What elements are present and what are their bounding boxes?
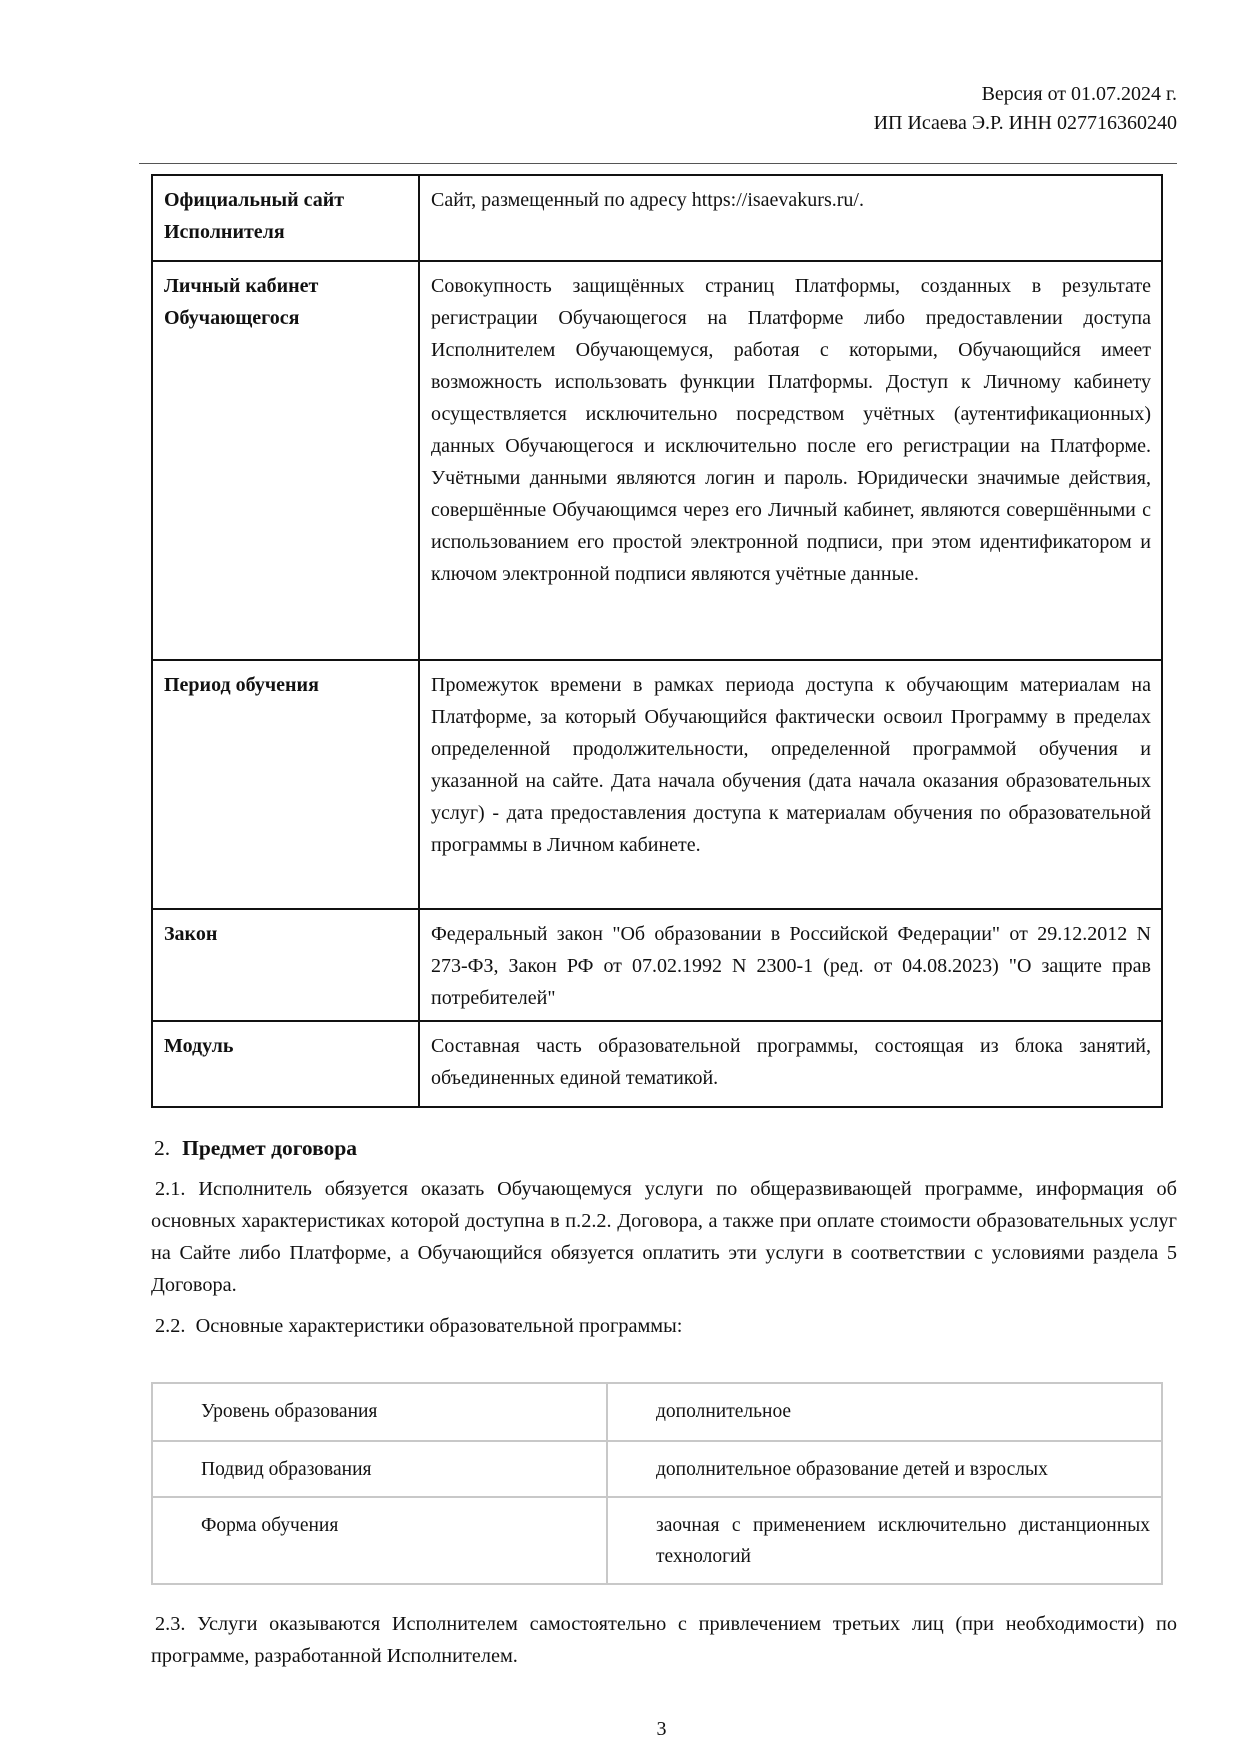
characteristic-value: дополнительное образование детей и взрослых [607,1441,1162,1497]
section-heading [154,1136,357,1161]
characteristic-row [152,1383,1162,1441]
definition-description: Составная часть образовательной программы, состоящая из блока занятий, объединенных единой тематикой. [419,1021,1162,1107]
page-number: 3 [656,1718,667,1740]
clause-number: 2.2. [155,1315,186,1337]
characteristic-key: Подвид образования [152,1441,607,1497]
clause-text: Услуги оказываются Исполнителем самостоятельно с привлечением третьих лиц (при необходимости) по программе, разработанной Исполнителем. [151,1613,1177,1667]
characteristic-row [152,1441,1162,1497]
document-header [874,80,1177,138]
characteristic-value: дополнительное [607,1383,1162,1441]
clause-number: 2.3. [155,1613,186,1635]
definition-row [152,660,1162,909]
clause-2-3 [151,1608,1177,1672]
clause-text: Основные характеристики образовательной программы: [195,1315,683,1337]
characteristic-key: Уровень образования [152,1383,607,1441]
characteristic-key: Форма обучения [152,1497,607,1584]
definition-description: Промежуток времени в рамках периода доступа к обучающим материалам на Платформе, за который Обучающийся фактически освоил Программу в пределах определенной продолжительности, определенной программой обучения и указанной на сайте. Дата начала обучения (дата начала оказания образовательных услуг) - дата предоставления доступа к материалам обучения по образовательной программы в Личном кабинете. [419,660,1162,909]
definition-row [152,909,1162,1021]
characteristic-row [152,1497,1162,1584]
definition-row [152,261,1162,660]
definition-term: Модуль [152,1021,419,1107]
section-number: 2. [154,1136,171,1160]
definition-term: Период обучения [152,660,419,909]
program-characteristics-table [151,1382,1163,1585]
definition-description: Сайт, размещенный по адресу https://isaevakurs.ru/. [419,175,1162,261]
clause-number: 2.1. [155,1178,186,1200]
characteristic-value: заочная с применением исключительно дистанционных технологий [607,1497,1162,1584]
definition-term: Официальный сайт Исполнителя [152,175,419,261]
clause-2-1 [151,1173,1177,1301]
definition-description: Федеральный закон "Об образовании в Российской Федерации" от 29.12.2012 N 273-ФЗ, Закон РФ от 07.02.1992 N 2300-1 (ред. от 04.08.2023) "О защите прав потребителей" [419,909,1162,1021]
definition-description: Совокупность защищённых страниц Платформы, созданных в результате регистрации Обучающегося на Платформе либо предоставлении доступа Исполнителем Обучающемуся, работая с которыми, Обучающийся имеет возможность использовать функции Платформы. Доступ к Личному кабинету осуществляется исключительно посредством учётных (аутентификационных) данных Обучающегося и исключительно после его регистрации на Платформе. Учётными данными являются логин и пароль. Юридически значимые действия, совершённые Обучающимся через его Личный кабинет, являются совершёнными с использованием его простой электронной подписи, при этом идентификатором и ключом электронной подписи являются учётные данные. [419,261,1162,660]
section-title: Предмет договора [182,1136,358,1160]
definition-row [152,175,1162,261]
clause-text: Исполнитель обязуется оказать Обучающемуся услуги по общеразвивающей программе, информация об основных характеристиках которой доступна в п.2.2. Договора, а также при оплате стоимости образовательных услуг на Сайте либо Платформе, а Обучающийся обязуется оплатить эти услуги в соответствии с условиями раздела 5 Договора. [151,1178,1177,1296]
header-divider [139,163,1177,164]
definition-row [152,1021,1162,1107]
definition-term: Личный кабинет Обучающегося [152,261,419,660]
clause-2-2 [151,1310,1177,1342]
definition-term: Закон [152,909,419,1021]
entity-line: ИП Исаева Э.Р. ИНН 027716360240 [873,112,1177,134]
version-line: Версия от 01.07.2024 г. [981,83,1177,105]
definitions-table [151,174,1163,1108]
